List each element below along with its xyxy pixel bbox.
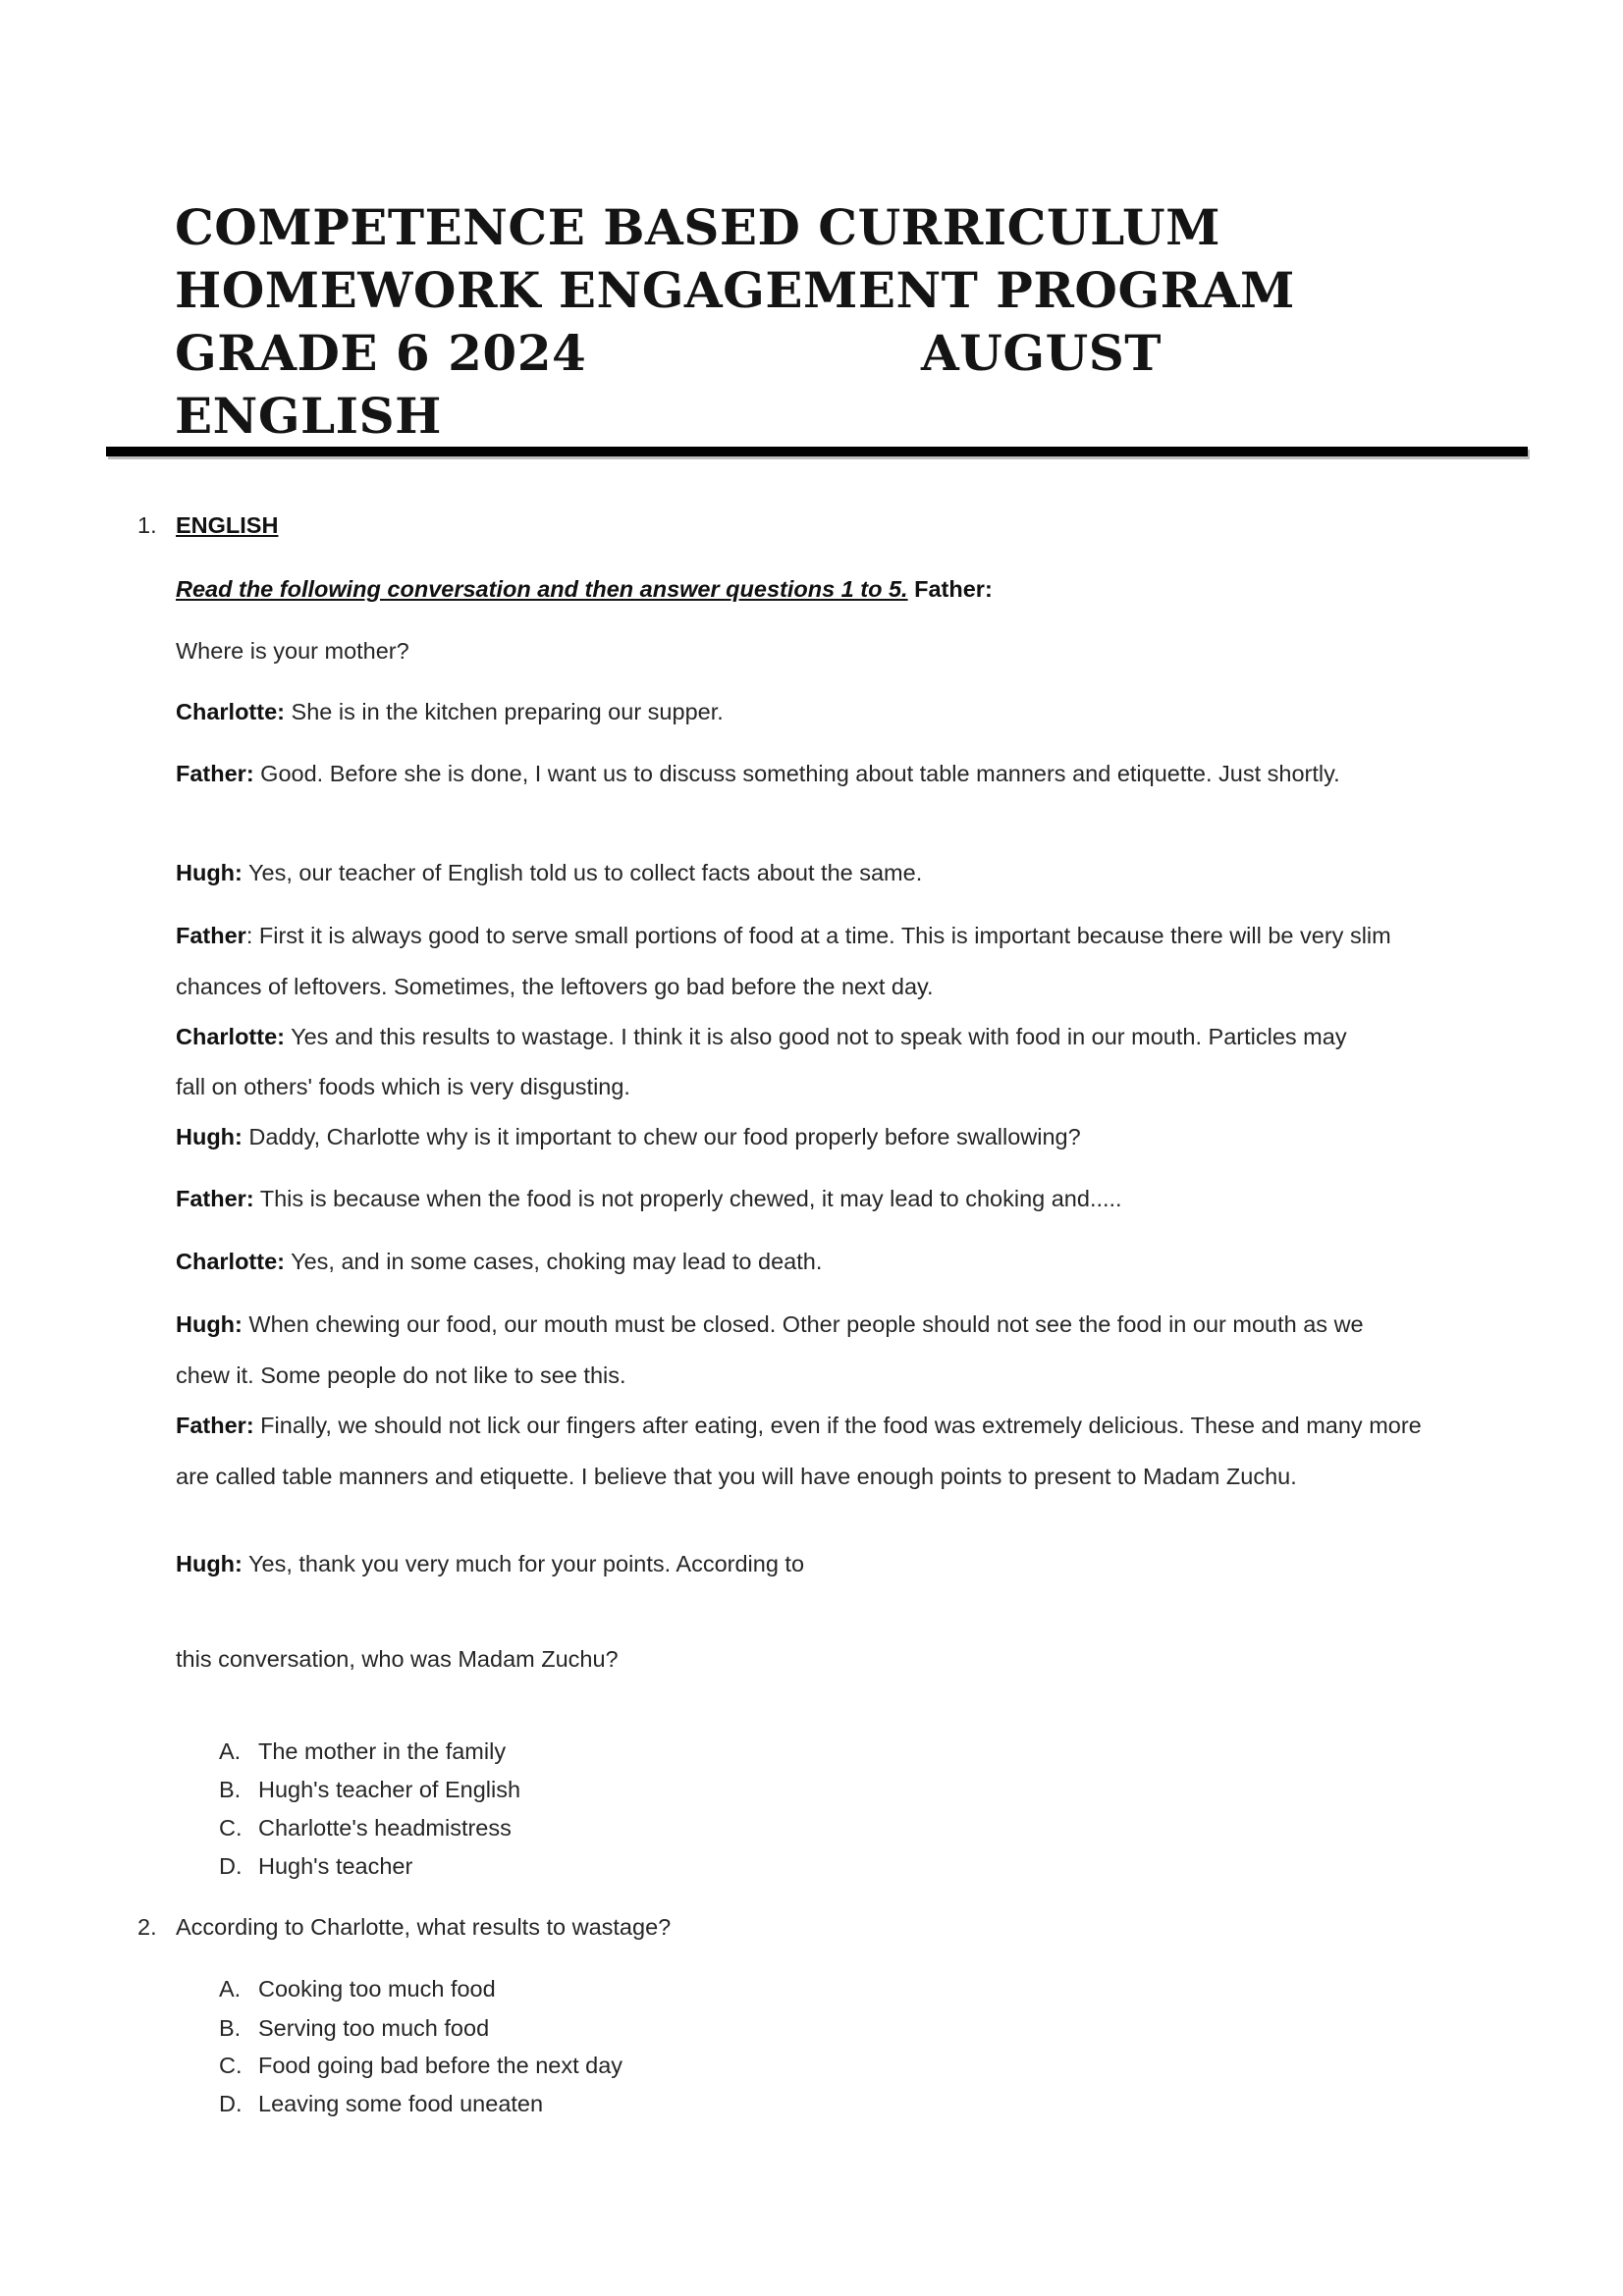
section-number: 1. <box>137 512 157 538</box>
q1-option-d[interactable]: D. Hugh's teacher <box>219 1853 413 1879</box>
q1-option-b[interactable]: B. Hugh's teacher of English <box>219 1777 521 1802</box>
header-line-grade <box>175 322 1353 385</box>
passage-line: chances of leftovers. Sometimes, the leftovers go bad before the next day. <box>176 974 934 999</box>
passage-line: Hugh: When chewing our food, our mouth must be closed. Other people should not see the food in our mouth as we <box>176 1311 1364 1337</box>
q2-option-d[interactable]: D. Leaving some food uneaten <box>219 2091 544 2116</box>
header-line-curriculum: COMPETENCE BASED CURRICULUM <box>175 198 1220 256</box>
passage-line: Hugh: Yes, thank you very much for your points. According to <box>176 1551 805 1576</box>
passage-line: Hugh: Daddy, Charlotte why is it important to chew our food properly before swallowing? <box>176 1124 1081 1149</box>
passage-line: fall on others' foods which is very disgusting. <box>176 1074 630 1099</box>
passage-line: Charlotte: Yes and this results to wastage. I think it is also good not to speak with food in our mouth. Particles may <box>176 1024 1347 1049</box>
header-line-subject: ENGLISH <box>175 387 442 445</box>
passage-line: Hugh: Yes, our teacher of English told us to collect facts about the same. <box>176 860 923 885</box>
q2-option-b[interactable]: B. Serving too much food <box>219 2015 490 2041</box>
header-line-program: HOMEWORK ENGAGEMENT PROGRAM <box>175 261 1295 319</box>
header-grade-year: GRADE 6 2024 <box>175 324 587 382</box>
instruction-line <box>176 576 993 603</box>
passage-line: Father: This is because when the food is not properly chewed, it may lead to choking and..... <box>176 1186 1122 1211</box>
header-divider <box>106 447 1528 456</box>
passage-line: Father: Good. Before she is done, I want us to discuss something about table manners and etiquette. Just shortly. <box>176 761 1340 786</box>
header-month: AUGUST <box>921 324 1163 382</box>
instruction-speaker: Father: <box>914 576 993 602</box>
passage-line: Father: First it is always good to serve small portions of food at a time. This is important because there will be very slim <box>176 923 1391 948</box>
section-title: ENGLISH <box>176 512 279 538</box>
q1-option-c[interactable]: C. Charlotte's headmistress <box>219 1815 512 1841</box>
question-2-text: According to Charlotte, what results to wastage? <box>176 1914 672 1940</box>
passage-line: are called table manners and etiquette. I believe that you will have enough points to present to Madam Zuchu. <box>176 1464 1297 1489</box>
passage-line: chew it. Some people do not like to see this. <box>176 1362 626 1388</box>
question-1-text: this conversation, who was Madam Zuchu? <box>176 1646 619 1672</box>
q1-option-a[interactable]: A. The mother in the family <box>219 1738 507 1764</box>
passage-line: Father: Finally, we should not lick our fingers after eating, even if the food was extremely delicious. These and many more <box>176 1413 1422 1438</box>
q2-option-c[interactable]: C. Food going bad before the next day <box>219 2053 623 2078</box>
passage-line: Charlotte: She is in the kitchen preparing our supper. <box>176 699 724 724</box>
question-2-number: 2. <box>137 1914 157 1940</box>
passage-line: Charlotte: Yes, and in some cases, choking may lead to death. <box>176 1249 823 1274</box>
instruction-text: Read the following conversation and then answer questions 1 to 5. <box>176 576 908 602</box>
document-header <box>175 196 1353 448</box>
passage-line: Where is your mother? <box>176 638 409 664</box>
q2-option-a[interactable]: A. Cooking too much food <box>219 1976 496 2002</box>
